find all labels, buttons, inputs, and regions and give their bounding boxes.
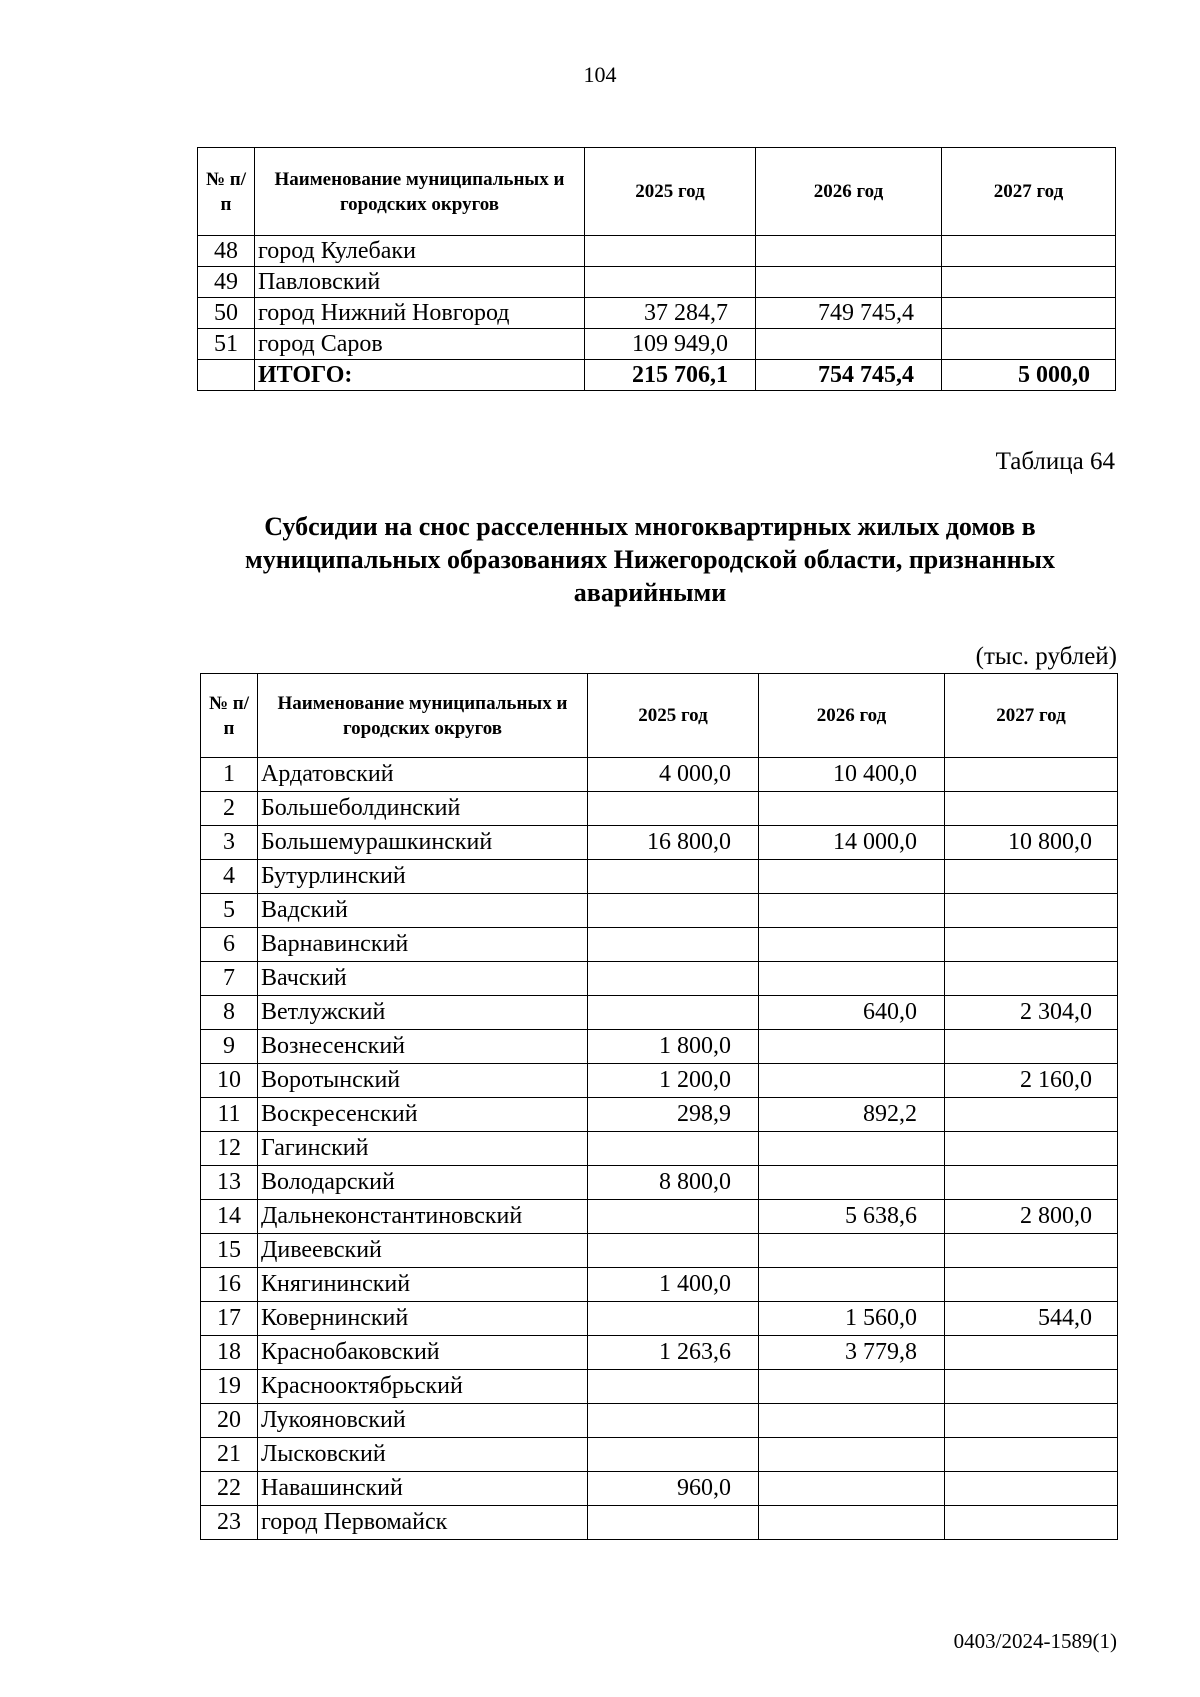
row-number: 8 xyxy=(201,996,258,1030)
value-2026: 749 745,4 xyxy=(756,298,942,329)
value-2025 xyxy=(588,962,759,996)
table-label: Таблица 64 xyxy=(995,448,1115,475)
value-2027: 2 800,0 xyxy=(945,1200,1118,1234)
value-2026: 5 638,6 xyxy=(759,1200,945,1234)
value-2027: 544,0 xyxy=(945,1302,1118,1336)
value-2027 xyxy=(945,1472,1118,1506)
table-row xyxy=(201,792,1118,826)
value-2027 xyxy=(945,758,1118,792)
table-row xyxy=(201,1234,1118,1268)
header-num: № п/п xyxy=(201,674,258,758)
municipality-name: Вадский xyxy=(258,894,588,928)
value-2025 xyxy=(585,236,756,267)
value-2025 xyxy=(588,996,759,1030)
row-number: 13 xyxy=(201,1166,258,1200)
value-2025 xyxy=(588,894,759,928)
value-2026 xyxy=(759,1030,945,1064)
table-row xyxy=(201,996,1118,1030)
header-2026: 2026 год xyxy=(756,148,942,236)
value-2026: 892,2 xyxy=(759,1098,945,1132)
value-2026 xyxy=(759,1370,945,1404)
municipality-name: Володарский xyxy=(258,1166,588,1200)
value-2025: 109 949,0 xyxy=(585,329,756,360)
municipality-name: Большеболдинский xyxy=(258,792,588,826)
value-2027 xyxy=(945,1336,1118,1370)
value-2027 xyxy=(945,1268,1118,1302)
continuation-table xyxy=(197,147,1116,391)
value-2025 xyxy=(588,1234,759,1268)
municipality-name: Воскресенский xyxy=(258,1098,588,1132)
value-2027: 2 304,0 xyxy=(945,996,1118,1030)
value-2027 xyxy=(942,298,1116,329)
municipality-name: Вачский xyxy=(258,962,588,996)
total-2026: 754 745,4 xyxy=(756,360,942,391)
table-row xyxy=(198,267,1116,298)
row-number: 20 xyxy=(201,1404,258,1438)
table-row xyxy=(201,1506,1118,1540)
value-2027 xyxy=(945,1370,1118,1404)
table-row xyxy=(201,1030,1118,1064)
value-2026 xyxy=(759,1472,945,1506)
municipality-name: город Нижний Новгород xyxy=(255,298,585,329)
municipality-name: город Первомайск xyxy=(258,1506,588,1540)
total-label: ИТОГО: xyxy=(255,360,585,391)
header-2027: 2027 год xyxy=(942,148,1116,236)
municipality-name: Краснобаковский xyxy=(258,1336,588,1370)
header-2025: 2025 год xyxy=(585,148,756,236)
value-2025 xyxy=(588,860,759,894)
value-2025 xyxy=(588,1302,759,1336)
value-2026 xyxy=(759,1438,945,1472)
value-2025 xyxy=(585,267,756,298)
value-2027 xyxy=(942,267,1116,298)
value-2026 xyxy=(759,962,945,996)
table-row xyxy=(201,1404,1118,1438)
value-2026 xyxy=(759,860,945,894)
municipality-name: Лукояновский xyxy=(258,1404,588,1438)
units-label: (тыс. рублей) xyxy=(975,643,1117,670)
value-2026 xyxy=(759,792,945,826)
row-number: 4 xyxy=(201,860,258,894)
value-2027 xyxy=(945,1506,1118,1540)
value-2025 xyxy=(588,1438,759,1472)
header-name: Наименование муниципальных и городских округов xyxy=(258,674,588,758)
municipality-name: Краснооктябрьский xyxy=(258,1370,588,1404)
total-2025: 215 706,1 xyxy=(585,360,756,391)
table-title: Субсидии на снос расселенных многоквартирных жилых домов в муниципальных образованиях Нижегородской области, признанных аварийными xyxy=(245,512,1055,607)
value-2025: 4 000,0 xyxy=(588,758,759,792)
row-number: 48 xyxy=(198,236,255,267)
value-2027 xyxy=(945,962,1118,996)
value-2025 xyxy=(588,1506,759,1540)
value-2027 xyxy=(945,1132,1118,1166)
total-2027: 5 000,0 xyxy=(942,360,1116,391)
row-number: 14 xyxy=(201,1200,258,1234)
row-number: 23 xyxy=(201,1506,258,1540)
table-row xyxy=(201,1166,1118,1200)
value-2026: 640,0 xyxy=(759,996,945,1030)
value-2025: 8 800,0 xyxy=(588,1166,759,1200)
value-2026 xyxy=(759,1404,945,1438)
value-2026 xyxy=(759,1234,945,1268)
municipality-name: Воротынский xyxy=(258,1064,588,1098)
header-num: № п/п xyxy=(198,148,255,236)
value-2026 xyxy=(759,1064,945,1098)
municipality-name: Дивеевский xyxy=(258,1234,588,1268)
table-row xyxy=(201,894,1118,928)
value-2026 xyxy=(759,1132,945,1166)
header-2026: 2026 год xyxy=(759,674,945,758)
value-2025 xyxy=(588,792,759,826)
row-number: 17 xyxy=(201,1302,258,1336)
table-row xyxy=(201,826,1118,860)
value-2025: 16 800,0 xyxy=(588,826,759,860)
value-2027: 10 800,0 xyxy=(945,826,1118,860)
value-2027 xyxy=(945,1234,1118,1268)
page-number: 104 xyxy=(583,62,617,87)
value-2027 xyxy=(945,894,1118,928)
header-2025: 2025 год xyxy=(588,674,759,758)
row-number: 9 xyxy=(201,1030,258,1064)
table-row xyxy=(201,928,1118,962)
table-row xyxy=(201,1200,1118,1234)
row-number: 10 xyxy=(201,1064,258,1098)
table-row xyxy=(201,860,1118,894)
row-number: 2 xyxy=(201,792,258,826)
table-row xyxy=(198,298,1116,329)
value-2027 xyxy=(945,860,1118,894)
value-2027 xyxy=(945,928,1118,962)
row-number: 50 xyxy=(198,298,255,329)
table-row xyxy=(201,1098,1118,1132)
total-row xyxy=(198,360,1116,391)
value-2025: 1 800,0 xyxy=(588,1030,759,1064)
table-row xyxy=(198,329,1116,360)
table-row xyxy=(201,1472,1118,1506)
municipality-name: Ардатовский xyxy=(258,758,588,792)
value-2026 xyxy=(759,1268,945,1302)
municipality-name: Павловский xyxy=(255,267,585,298)
value-2025 xyxy=(588,1404,759,1438)
municipality-name: Ветлужский xyxy=(258,996,588,1030)
municipality-name: Дальнеконстантиновский xyxy=(258,1200,588,1234)
value-2026 xyxy=(756,236,942,267)
municipality-name: Бутурлинский xyxy=(258,860,588,894)
row-number: 12 xyxy=(201,1132,258,1166)
value-2025 xyxy=(588,1370,759,1404)
value-2025 xyxy=(588,1200,759,1234)
header-2027: 2027 год xyxy=(945,674,1118,758)
municipality-name: Гагинский xyxy=(258,1132,588,1166)
value-2025: 1 200,0 xyxy=(588,1064,759,1098)
value-2026 xyxy=(756,329,942,360)
value-2026 xyxy=(759,1506,945,1540)
table-row xyxy=(198,236,1116,267)
value-2026: 14 000,0 xyxy=(759,826,945,860)
municipality-name: Вознесенский xyxy=(258,1030,588,1064)
value-2027 xyxy=(945,1166,1118,1200)
row-number: 3 xyxy=(201,826,258,860)
row-number: 15 xyxy=(201,1234,258,1268)
row-number: 11 xyxy=(201,1098,258,1132)
municipality-name: Варнавинский xyxy=(258,928,588,962)
row-number: 16 xyxy=(201,1268,258,1302)
value-2027 xyxy=(945,1030,1118,1064)
municipality-name: город Кулебаки xyxy=(255,236,585,267)
value-2027 xyxy=(945,1404,1118,1438)
table-header-row xyxy=(201,674,1118,758)
value-2025 xyxy=(588,928,759,962)
value-2027 xyxy=(945,1098,1118,1132)
subsidies-table xyxy=(200,673,1118,1540)
value-2026 xyxy=(759,928,945,962)
total-num-cell xyxy=(198,360,255,391)
value-2025: 1 400,0 xyxy=(588,1268,759,1302)
row-number: 6 xyxy=(201,928,258,962)
value-2027: 2 160,0 xyxy=(945,1064,1118,1098)
table-row xyxy=(201,1268,1118,1302)
value-2025: 37 284,7 xyxy=(585,298,756,329)
table-row xyxy=(201,758,1118,792)
value-2025: 298,9 xyxy=(588,1098,759,1132)
value-2027 xyxy=(942,329,1116,360)
value-2027 xyxy=(942,236,1116,267)
value-2027 xyxy=(945,792,1118,826)
table-row xyxy=(201,1438,1118,1472)
row-number: 19 xyxy=(201,1370,258,1404)
value-2027 xyxy=(945,1438,1118,1472)
municipality-name: Ковернинский xyxy=(258,1302,588,1336)
municipality-name: Большемурашкинский xyxy=(258,826,588,860)
value-2026 xyxy=(759,1166,945,1200)
table-row xyxy=(201,1132,1118,1166)
table-row xyxy=(201,1370,1118,1404)
row-number: 49 xyxy=(198,267,255,298)
value-2026 xyxy=(756,267,942,298)
municipality-name: город Саров xyxy=(255,329,585,360)
row-number: 5 xyxy=(201,894,258,928)
row-number: 22 xyxy=(201,1472,258,1506)
table-row xyxy=(201,1302,1118,1336)
table-row xyxy=(201,1336,1118,1370)
value-2026: 3 779,8 xyxy=(759,1336,945,1370)
municipality-name: Лысковский xyxy=(258,1438,588,1472)
row-number: 7 xyxy=(201,962,258,996)
document-number: 0403/2024-1589(1) xyxy=(953,1629,1117,1653)
value-2025: 960,0 xyxy=(588,1472,759,1506)
value-2025: 1 263,6 xyxy=(588,1336,759,1370)
value-2026 xyxy=(759,894,945,928)
table-row xyxy=(201,962,1118,996)
row-number: 21 xyxy=(201,1438,258,1472)
row-number: 51 xyxy=(198,329,255,360)
value-2025 xyxy=(588,1132,759,1166)
value-2026: 1 560,0 xyxy=(759,1302,945,1336)
row-number: 1 xyxy=(201,758,258,792)
municipality-name: Навашинский xyxy=(258,1472,588,1506)
table-header-row xyxy=(198,148,1116,236)
municipality-name: Княгининский xyxy=(258,1268,588,1302)
row-number: 18 xyxy=(201,1336,258,1370)
value-2026: 10 400,0 xyxy=(759,758,945,792)
table-row xyxy=(201,1064,1118,1098)
header-name: Наименование муниципальных и городских округов xyxy=(255,148,585,236)
